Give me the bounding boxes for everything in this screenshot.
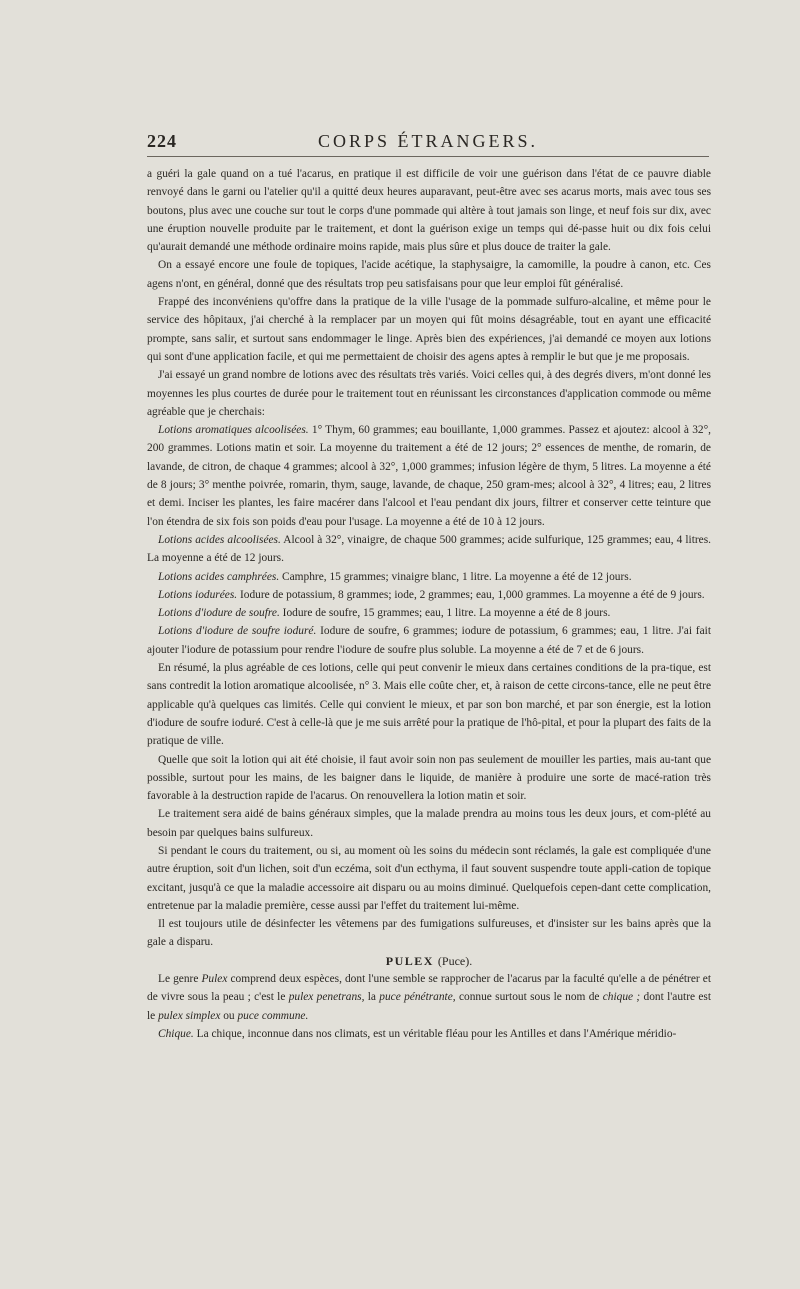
- paragraph: On a essayé encore une foule de topiques, l'acide acétique, la staphysaigre, la camomille, la poudre à canon, etc. Ces agens n'ont, en général, donné que des résultats trop peu satisfaisans pour que leur emploi fût généralisé.: [147, 259, 711, 290]
- text-run: la: [364, 991, 380, 1004]
- entry-text: La chique, inconnue dans nos climats, est un véritable fléau pour les Antilles et dans l'Amérique méridio-: [193, 1027, 677, 1040]
- paragraph: [147, 604, 711, 622]
- paragraph: Le traitement sera aidé de bains généraux simples, que la malade prendra au moins tous les deux jours, et com-plété au besoin par quelques bains sulfureux.: [147, 808, 711, 839]
- paragraph: J'ai essayé un grand nombre de lotions avec des résultats très variés. Voici celles qui, à des degrés divers, m'ont donné les moyennes les plus courtes de durée pour le traitement tout en réunissant les circonstances d'application commode ou même agréable que je cherchais:: [147, 369, 711, 418]
- running-title: CORPS ÉTRANGERS.: [317, 131, 539, 151]
- lotion-text: Camphre, 15 grammes; vinaigre blanc, 1 litre. La moyenne a été de 12 jours.: [279, 570, 632, 583]
- lotion-label: Lotions d'iodure de soufre.: [158, 607, 280, 620]
- text-run-italic: Pulex: [201, 973, 228, 986]
- lotion-label: Lotions acides camphrées.: [158, 570, 280, 583]
- text-run-italic: pulex penetrans,: [288, 991, 365, 1004]
- text-run-italic: puce commune.: [237, 1009, 309, 1022]
- body-text: [147, 165, 711, 1043]
- lotion-text: Iodure de soufre, 6 grammes; iodure de potassium, 6 grammes; eau, 1 litre. J'ai fait ajouter l'iodure de potassium pour rendre l'iodure de soufre plus soluble. La moyenne a été de 7 et de 6 jours.: [147, 625, 711, 656]
- paragraph: [147, 531, 711, 568]
- text-run: comprend deux espèces, dont l'une semble se rapprocher de l'acarus par la faculté qu'elle a de pénétrer et de vivre sous la peau ; c'est le: [147, 973, 711, 1004]
- entry-label: Chique.: [158, 1027, 194, 1040]
- lotion-label: Lotions aromatiques alcoolisées.: [158, 424, 309, 437]
- paragraph: [147, 970, 711, 1025]
- section-body: [147, 970, 711, 1043]
- text-run: Le genre: [158, 973, 202, 986]
- paragraph: [147, 1025, 711, 1043]
- lotion-label: Lotions acides alcoolisées.: [158, 533, 281, 546]
- section-title: PULEX: [385, 953, 434, 968]
- lotion-label: Lotions d'iodure de soufre ioduré.: [158, 625, 317, 638]
- lotion-text: 1° Thym, 60 grammes; eau bouillante, 1,000 grammes. Passez et ajoutez: alcool à 32°, 200 grammes. Lotions matin et soir. La moyenne du traitement a été de 12 jours; 2° essences de menthe, de romarin, de lavande, de citron, de chaque 4 grammes; alcool à 32°, 1,000 grammes; infusion légère de thym, 5 litres. La moyenne a été de 8 jours; 3° menthe poivrée, romarin, thym, sauge, lavande, de chaque, 250 gram-mes; alcool à 32°, 4 litres; eau, 2 litres et demi. Inciser les plantes, les faire macérer dans l'alcool et l'eau pendant dix jours, filtrer et conserver cette teinture que l'on étendra de six fois son poids d'eau pour l'usage. La moyenne a été de 10 à 12 jours.: [147, 424, 711, 528]
- paragraph: a guéri la gale quand on a tué l'acarus, en pratique il est difficile de voir une guérison dans l'état de ce pauvre diable renvoyé dans le garni ou l'atelier qu'il a quitté deux heures auparavant, peut-être avec ses acarus morts, mais avec tous ses boutons, plus avec une couche sur tout le corps d'une pommade qui altère à tout jamais son linge, et neuf fois sur dix, avec une éruption nouvelle produite par le traitement, et dont la guérison exige un temps qui dé-passe huit ou dix fois celui qu'aurait demandé une méthode ordinaire moins rapide, mais plus sûre et plus douce de traiter la gale.: [147, 168, 711, 254]
- paragraph: [147, 586, 711, 604]
- paragraph: En résumé, la plus agréable de ces lotions, celle qui peut convenir le mieux dans certaines conditions de la pra-tique, est sans contredit la lotion aromatique alcoolisée, n° 3. Mais elle coûte cher, et, à raison de cette circons-tance, elle ne peut être applicable qu'à quelques cas limités. Celle qui convient le mieux, et par son bon marché, et par son énergie, est la lotion d'iodure de soufre ioduré. C'est à celle-là que je me suis arrêté pour la pratique de l'hô-pital, et pour la plupart des faits de la pratique de ville.: [147, 662, 711, 748]
- paragraph: Il est toujours utile de désinfecter les vêtemens par des fumigations sulfureuses, et d'insister sur les bains après que la gale a disparu.: [147, 918, 711, 949]
- paragraph: Si pendant le cours du traitement, ou si, au moment où les soins du médecin sont réclamés, la gale est compliquée d'une autre éruption, soit d'un lichen, soit d'un eczéma, soit d'un ecthyma, il faut souvent suspendre toute appli-cation de topique excitant, jusqu'à ce que la maladie accessoire ait disparu ou au moins diminué. Quelquefois cepen-dant cette complication, entretenue par la maladie première, cesse aussi par l'effet du traitement lui-même.: [147, 844, 711, 912]
- header-rule: [147, 156, 709, 157]
- section-subtitle: (Puce).: [437, 953, 473, 968]
- text-run-italic: chique ;: [602, 991, 641, 1004]
- paragraph: [147, 568, 711, 586]
- text-run: connue surtout sous le nom de: [455, 991, 603, 1004]
- lotion-label: Lotions iodurées.: [158, 588, 238, 601]
- text-run-italic: puce pénétrante,: [379, 991, 456, 1004]
- section-heading: [147, 952, 711, 970]
- page-header: [147, 131, 709, 157]
- text-run-italic: pulex simplex: [158, 1009, 221, 1022]
- lotion-text: Alcool à 32°, vinaigre, de chaque 500 grammes; acide sulfurique, 125 grammes; eau, 4 litres. La moyenne a été de 12 jours.: [147, 533, 711, 565]
- text-run: ou: [220, 1009, 238, 1022]
- lotion-text: Iodure de potassium, 8 grammes; iode, 2 grammes; eau, 1,000 grammes. La moyenne a été de 9 jours.: [237, 588, 705, 601]
- lotion-text: Iodure de soufre, 15 grammes; eau, 1 litre. La moyenne a été de 8 jours.: [279, 607, 611, 620]
- paragraph: [147, 421, 711, 531]
- text-run: dont l'autre est le: [147, 991, 712, 1022]
- paragraph: Quelle que soit la lotion qui ait été choisie, il faut avoir soin non pas seulement de mouiller les parties, mais au-tant que possible, surtout pour les mains, de les baigner dans le liquide, de manière à produire une sorte de macé-ration très favorable à la destruction rapide de l'acarus. On renouvellera la lotion matin et soir.: [147, 753, 711, 803]
- paragraph: Frappé des inconvéniens qu'offre dans la pratique de la ville l'usage de la pommade sulfuro-alcaline, et même pour le service des hôpitaux, j'ai cherché à la remplacer par un moyen qui fût moins désagréable, tout en ayant une efficacité prompte, sans salir, et surtout sans endommager le linge. Après bien des expériences, j'ai demandé ce moyen aux lotions qui sont d'une application facile, et qui me permettaient de choisir des agens aptes à remplir le but que je me proposais.: [147, 296, 711, 363]
- paragraph: [147, 622, 711, 659]
- page-number: 224: [147, 131, 177, 151]
